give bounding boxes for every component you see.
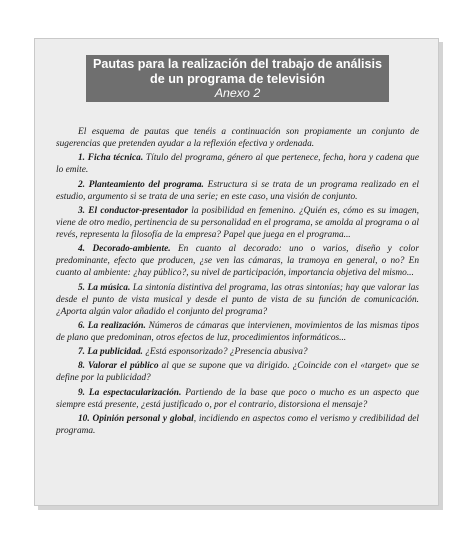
item-label: 10. Opinión personal y global (78, 413, 194, 424)
guideline-item-7 (56, 346, 419, 358)
title-line-1: Pautas para la realización del trabajo de análisis (92, 57, 383, 71)
item-text: Números de cámaras que intervienen, movimientos de las mismas tipos de plano que predominan, otros efectos de luz, procedimientos informáticos... (56, 320, 419, 343)
item-label: 3. El conductor-presentador (78, 205, 189, 216)
guideline-item-5 (56, 282, 419, 318)
guideline-item-2 (56, 179, 419, 203)
guideline-item-4 (56, 243, 419, 279)
item-label: 4. Decorado-ambiente. (78, 244, 171, 255)
annex-label: Anexo 2 (214, 86, 261, 100)
guideline-item-3 (56, 205, 419, 241)
guideline-item-10 (56, 413, 419, 437)
item-label: 8. Valorar el público (78, 361, 159, 372)
guideline-item-8 (56, 360, 419, 384)
item-text: La sintonía distintiva del programa, las otras sintonías; hay que valorar las desde el punto de vista musical y desde el punto de vista de su función de comunicación. ¿Aporta algún valor añadido el conjunto del programa? (56, 282, 420, 317)
item-label: 5. La música. (78, 282, 131, 293)
annex-page (34, 38, 439, 506)
guideline-item-1 (56, 152, 419, 176)
item-label: 7. La publicidad. (78, 347, 143, 358)
item-label: 1. Ficha técnica. (78, 153, 144, 164)
item-label: 6. La realización. (78, 320, 146, 331)
guideline-item-9 (56, 387, 419, 411)
item-text: ¿Está esponsorizado? ¿Presencia abusiva? (142, 347, 308, 358)
item-text: la posibilidad en femenino. ¿Quién es, cómo es su imagen, viene de otro medio, pertinencia de su personalidad en el programa, se amolda al programa o al revés, representa la filosofía de la empresa? Papel que juega en el programa... (56, 205, 419, 240)
item-text: Título del programa, género al que pertenece, fecha, hora y cadena que lo emite. (56, 153, 419, 176)
intro-paragraph: El esquema de pautas que tenéis a continuación son propiamente un conjunto de sugerencias que pretenden ayudar a la reflexión efectiva y ordenada. (56, 127, 419, 150)
guidelines-body (56, 126, 419, 437)
item-text: Partiendo de la base que poco o mucho es un aspecto que siempre está presente, ¿está justificado o, por el contrario, distorsiona el mensaje? (56, 387, 419, 410)
item-text: , incidiendo en aspectos como el verismo y credibilidad del programa. (56, 413, 419, 436)
guideline-item-6 (56, 320, 419, 344)
item-label: 9. La espectacularización. (78, 387, 182, 398)
title-banner (86, 55, 389, 102)
item-text: En cuanto al decorado: uno o varios, diseño y color predominante, efecto que producen, ¿se ven las cámaras, la tramoya en general, o no? En cuanto al ambiente: ¿hay público?, su nivel de participación, importancia objetiva del mismo... (56, 244, 419, 279)
item-text: al que se supone que va dirigido. ¿Coincide con el «target» que se define por la publicidad? (56, 361, 419, 384)
item-label: 2. Planteamiento del programa. (78, 179, 204, 190)
item-text: Estructura si se trata de un programa realizado en el estudio, argumento si se trata de una serie; en este caso, una visión de conjunto. (56, 179, 419, 202)
title-line-2: de un programa de televisión (150, 71, 325, 86)
